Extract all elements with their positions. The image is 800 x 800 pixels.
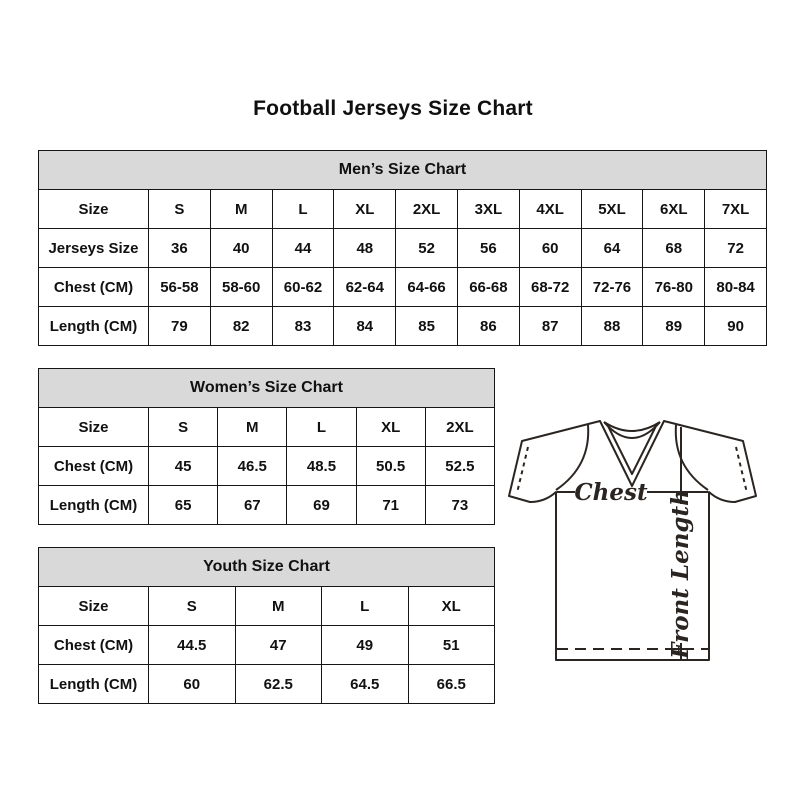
size-value-cell: 64-66 <box>396 268 458 307</box>
size-value-cell: 56-58 <box>149 268 211 307</box>
size-value-cell: 40 <box>210 229 272 268</box>
size-value-cell: 85 <box>396 307 458 346</box>
size-value-cell: 68-72 <box>519 268 581 307</box>
size-value-cell: S <box>149 587 236 626</box>
size-value-cell: 83 <box>272 307 334 346</box>
row-label: Jerseys Size <box>39 229 149 268</box>
size-value-cell: 48 <box>334 229 396 268</box>
table-header-row <box>39 151 767 190</box>
size-value-cell: 64 <box>581 229 643 268</box>
size-value-cell: 3XL <box>457 190 519 229</box>
size-value-cell: 88 <box>581 307 643 346</box>
chest-label: Chest <box>574 479 648 506</box>
mens-size-table <box>38 150 767 346</box>
size-value-cell: S <box>149 408 218 447</box>
size-value-cell: 87 <box>519 307 581 346</box>
size-value-cell: 44 <box>272 229 334 268</box>
size-value-cell: 2XL <box>425 408 494 447</box>
size-value-cell: 62-64 <box>334 268 396 307</box>
size-value-cell: 4XL <box>519 190 581 229</box>
size-value-cell: L <box>287 408 356 447</box>
row-label: Chest (CM) <box>39 268 149 307</box>
jersey-measurement-diagram <box>504 414 762 668</box>
size-value-cell: 60 <box>149 665 236 704</box>
table-header-row <box>39 548 495 587</box>
size-value-cell: L <box>322 587 409 626</box>
row-label: Size <box>39 408 149 447</box>
size-value-cell: 60-62 <box>272 268 334 307</box>
row-label: Length (CM) <box>39 307 149 346</box>
mens-table-title: Men’s Size Chart <box>39 151 767 190</box>
size-value-cell: 68 <box>643 229 705 268</box>
size-value-cell: M <box>210 190 272 229</box>
table-row <box>39 665 495 704</box>
size-value-cell: 72 <box>705 229 767 268</box>
jersey-outline-shape <box>509 421 756 660</box>
row-label: Chest (CM) <box>39 447 149 486</box>
size-value-cell: 84 <box>334 307 396 346</box>
womens-size-table <box>38 368 495 525</box>
size-value-cell: 52 <box>396 229 458 268</box>
size-value-cell: 5XL <box>581 190 643 229</box>
size-value-cell: 50.5 <box>356 447 425 486</box>
table-header-row <box>39 369 495 408</box>
size-value-cell: M <box>235 587 322 626</box>
size-value-cell: 51 <box>408 626 495 665</box>
size-value-cell: 47 <box>235 626 322 665</box>
youth-size-table <box>38 547 495 704</box>
size-value-cell: 76-80 <box>643 268 705 307</box>
size-value-cell: 89 <box>643 307 705 346</box>
size-value-cell: 86 <box>457 307 519 346</box>
size-value-cell: 66.5 <box>408 665 495 704</box>
table-row <box>39 626 495 665</box>
size-value-cell: 58-60 <box>210 268 272 307</box>
size-value-cell: 60 <box>519 229 581 268</box>
size-value-cell: XL <box>356 408 425 447</box>
table-row <box>39 408 495 447</box>
row-label: Length (CM) <box>39 486 149 525</box>
size-value-cell: 71 <box>356 486 425 525</box>
size-value-cell: M <box>218 408 287 447</box>
size-value-cell: 79 <box>149 307 211 346</box>
size-value-cell: 80-84 <box>705 268 767 307</box>
size-value-cell: 82 <box>210 307 272 346</box>
table-row <box>39 307 767 346</box>
size-value-cell: 36 <box>149 229 211 268</box>
size-value-cell: 6XL <box>643 190 705 229</box>
size-value-cell: S <box>149 190 211 229</box>
youth-table-title: Youth Size Chart <box>39 548 495 587</box>
size-value-cell: 7XL <box>705 190 767 229</box>
table-row <box>39 190 767 229</box>
size-value-cell: 2XL <box>396 190 458 229</box>
size-value-cell: XL <box>408 587 495 626</box>
row-label: Size <box>39 190 149 229</box>
size-value-cell: 44.5 <box>149 626 236 665</box>
size-value-cell: 73 <box>425 486 494 525</box>
size-value-cell: 90 <box>705 307 767 346</box>
size-value-cell: 56 <box>457 229 519 268</box>
size-value-cell: 67 <box>218 486 287 525</box>
row-label: Chest (CM) <box>39 626 149 665</box>
size-value-cell: XL <box>334 190 396 229</box>
table-row <box>39 587 495 626</box>
size-value-cell: 69 <box>287 486 356 525</box>
size-value-cell: 46.5 <box>218 447 287 486</box>
front-length-label: Front Length <box>667 489 694 659</box>
page-title: Football Jerseys Size Chart <box>253 97 533 120</box>
table-row <box>39 447 495 486</box>
table-row <box>39 229 767 268</box>
table-row <box>39 268 767 307</box>
row-label: Length (CM) <box>39 665 149 704</box>
size-value-cell: 52.5 <box>425 447 494 486</box>
table-row <box>39 486 495 525</box>
womens-table-title: Women’s Size Chart <box>39 369 495 408</box>
size-value-cell: 62.5 <box>235 665 322 704</box>
size-value-cell: 45 <box>149 447 218 486</box>
row-label: Size <box>39 587 149 626</box>
size-value-cell: 66-68 <box>457 268 519 307</box>
size-value-cell: 49 <box>322 626 409 665</box>
size-value-cell: 65 <box>149 486 218 525</box>
size-value-cell: 64.5 <box>322 665 409 704</box>
size-value-cell: 48.5 <box>287 447 356 486</box>
size-value-cell: L <box>272 190 334 229</box>
size-value-cell: 72-76 <box>581 268 643 307</box>
